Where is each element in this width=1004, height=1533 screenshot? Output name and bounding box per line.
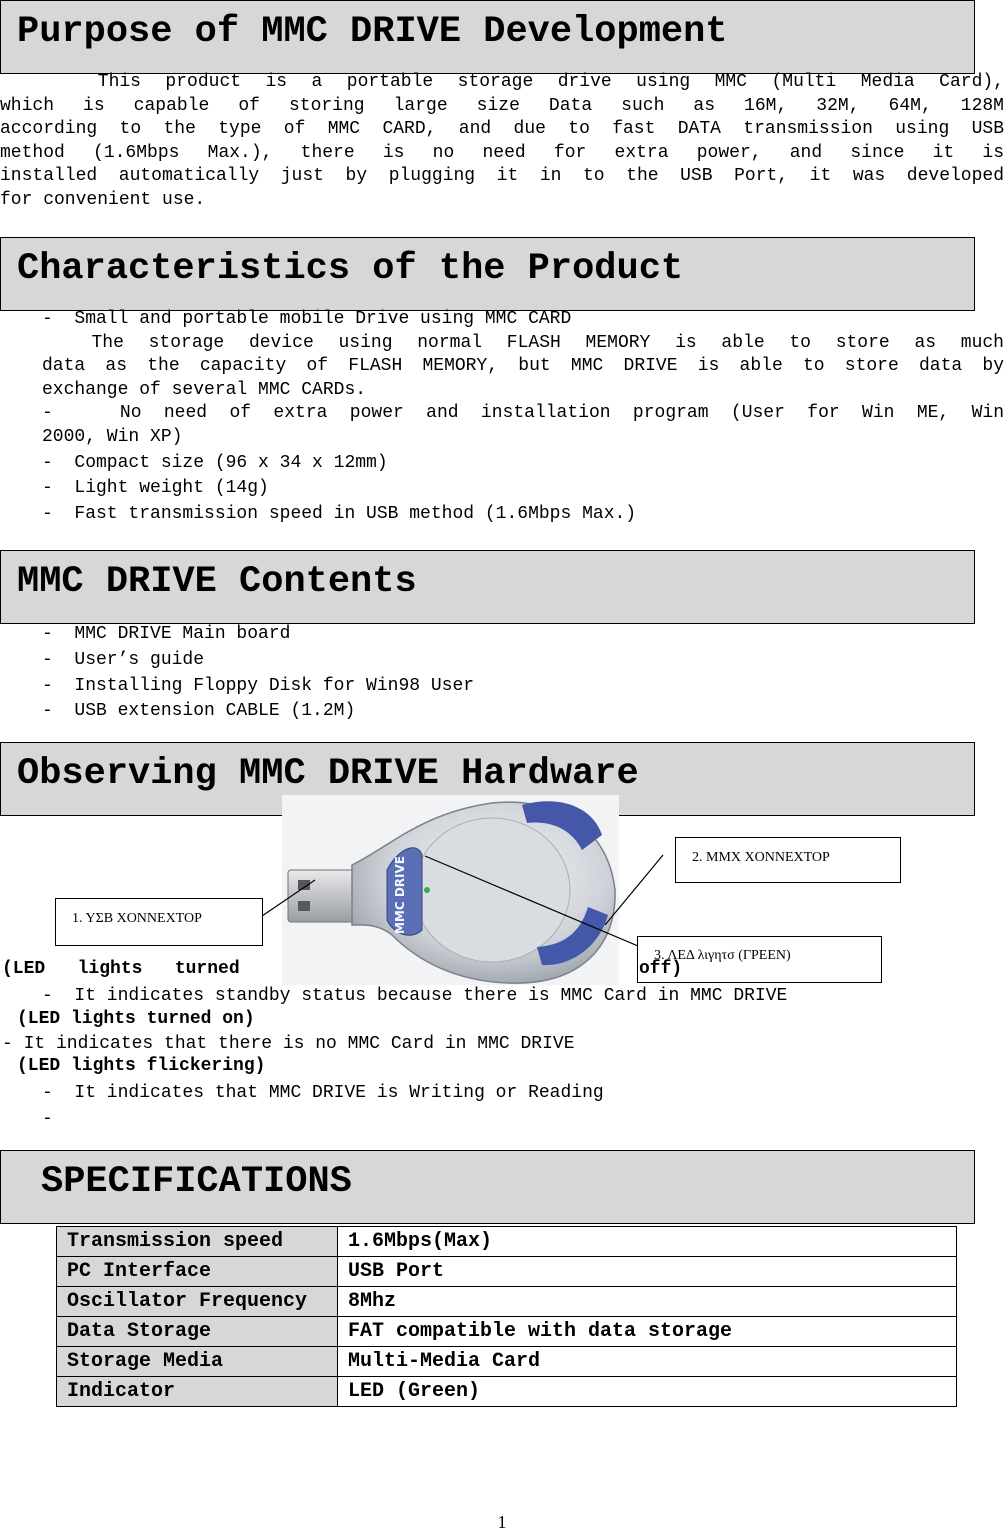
purpose-heading: Purpose of MMC DRIVE Development (0, 0, 975, 74)
table-row (57, 1377, 957, 1407)
spec-value: FAT compatible with data storage (338, 1317, 957, 1347)
characteristics-line: 2000, Win XP) (42, 426, 183, 447)
contents-item: - Installing Floppy Disk for Win98 User (42, 676, 475, 696)
led-on-description: - It indicates that there is no MMC Card in MMC DRIVE (2, 1034, 575, 1054)
characteristics-item: - Fast transmission speed in USB method (1.6Mbps Max.) (42, 504, 637, 524)
usb-connector-callout: 1. ΥΣΒ ΧΟΝΝΕΧΤΟΡ (55, 898, 263, 946)
led-off-description: - It indicates standby status because there is MMC Card in MMC DRIVE (42, 986, 788, 1006)
table-row (57, 1287, 957, 1317)
spec-value: LED (Green) (338, 1377, 957, 1407)
table-row (57, 1257, 957, 1287)
spec-key: PC Interface (57, 1257, 338, 1287)
purpose-paragraph (0, 71, 1004, 212)
spec-value: USB Port (338, 1257, 957, 1287)
spec-value: Multi-Media Card (338, 1347, 957, 1377)
table-row (57, 1227, 957, 1257)
usb-leader-line (262, 880, 315, 916)
characteristics-heading: Characteristics of the Product (0, 237, 975, 311)
characteristics-line: The storage device using normal FLASH MEMORY is able to store as much (42, 332, 1004, 353)
led-off-label-end: off) (639, 959, 683, 979)
specifications-heading: SPECIFICATIONS (0, 1150, 975, 1224)
purpose-line: for convenient use. (0, 189, 206, 210)
characteristics-item: - Light weight (14g) (42, 478, 269, 498)
mmc-connector-callout: 2. ΜΜΧ ΧΟΝΝΕΧΤΟΡ (675, 837, 901, 883)
device-logo: MMC DRIVE (393, 855, 407, 935)
spec-key: Storage Media (57, 1347, 338, 1377)
spec-key: Indicator (57, 1377, 338, 1407)
mmc-leader-line (605, 855, 663, 925)
characteristics-line: - Small and portable mobile Drive using MMC CARD (42, 309, 572, 329)
characteristics-item: - Compact size (96 x 34 x 12mm) (42, 453, 388, 473)
contents-heading: MMC DRIVE Contents (0, 550, 975, 624)
characteristics-line: - No need of extra power and installation program (User for Win ME, Win (42, 403, 1004, 423)
table-row (57, 1317, 957, 1347)
table-row (57, 1347, 957, 1377)
purpose-line: installed automatically just by plugging it in to the USB Port, it was developed (0, 166, 1004, 186)
characteristics-line: data as the capacity of FLASH MEMORY, but MMC DRIVE is able to store data by (42, 356, 1004, 376)
led-lights-callout: 3. ΛΕΔ λιγητσ (ΓΡΕΕΝ) (637, 936, 882, 983)
purpose-line: method (1.6Mbps Max.), there is no need for extra power, and since it is (0, 142, 1004, 163)
contents-item: - MMC DRIVE Main board (42, 624, 291, 644)
specifications-table (56, 1226, 957, 1407)
spec-value: 1.6Mbps(Max) (338, 1227, 957, 1257)
characteristics-paragraph (42, 308, 1004, 449)
characteristics-line: exchange of several MMC CARDs. (42, 379, 367, 400)
spec-key: Transmission speed (57, 1227, 338, 1257)
hardware-heading: Observing MMC DRIVE Hardware (0, 742, 975, 816)
led-on-label: (LED lights turned on) (17, 1009, 255, 1029)
trailing-dash: - (42, 1109, 53, 1129)
led-off-label: (LED lights turned (2, 959, 240, 979)
spec-key: Oscillator Frequency (57, 1287, 338, 1317)
purpose-line: according to the type of MMC CARD, and due to fast DATA transmission using USB (0, 119, 1004, 139)
led-flicker-description: - It indicates that MMC DRIVE is Writing or Reading (42, 1083, 604, 1103)
led-flicker-label: (LED lights flickering) (17, 1056, 266, 1076)
purpose-line: This product is a portable storage drive using MMC (Multi Media Card), (0, 72, 1004, 92)
contents-item: - USB extension CABLE (1.2M) (42, 701, 356, 721)
spec-key: Data Storage (57, 1317, 338, 1347)
page-number: 1 (497, 1512, 507, 1532)
purpose-line: which is capable of storing large size Data such as 16M, 32M, 64M, 128M (0, 95, 1004, 116)
contents-item: - User’s guide (42, 650, 205, 670)
spec-value: 8Mhz (338, 1287, 957, 1317)
led-leader-line (425, 856, 638, 946)
